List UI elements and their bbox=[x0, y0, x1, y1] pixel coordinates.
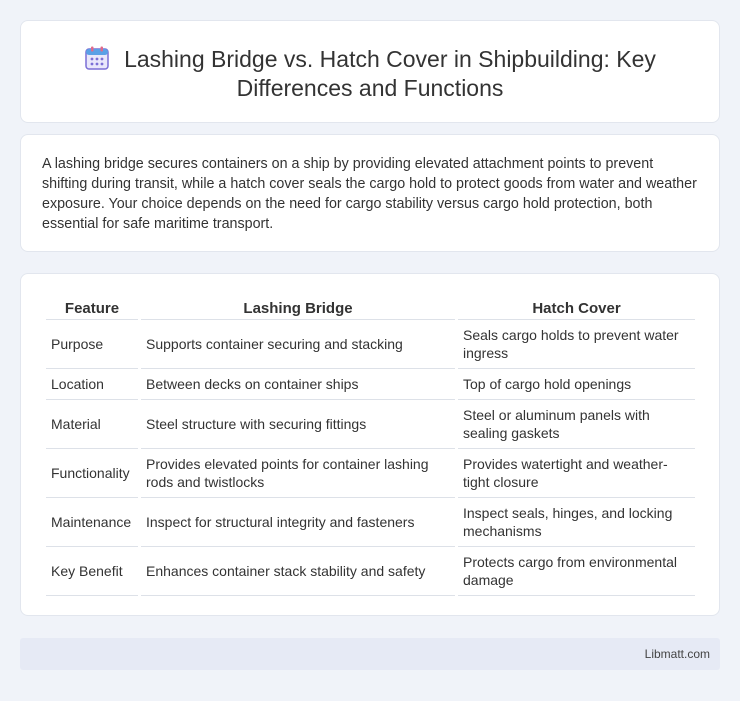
table-row bbox=[46, 449, 695, 498]
comparison-card bbox=[20, 273, 720, 616]
hatch-cover-cell: Protects cargo from environmental damage bbox=[458, 547, 695, 596]
feature-cell: Location bbox=[46, 369, 138, 400]
table-row bbox=[46, 547, 695, 596]
table-header-row bbox=[46, 297, 695, 320]
feature-cell: Material bbox=[46, 400, 138, 449]
calendar-icon bbox=[84, 45, 110, 71]
lashing-bridge-cell: Provides elevated points for container lashing rods and twistlocks bbox=[141, 449, 455, 498]
summary-card bbox=[20, 134, 720, 252]
table-row bbox=[46, 498, 695, 547]
comparison-table bbox=[43, 297, 698, 596]
hatch-cover-cell: Top of cargo hold openings bbox=[458, 369, 695, 400]
header-hatch-cover: Hatch Cover bbox=[458, 297, 695, 320]
header-lashing-bridge: Lashing Bridge bbox=[141, 297, 455, 320]
table-row bbox=[46, 320, 695, 369]
page-title: Lashing Bridge vs. Hatch Cover in Shipbuilding: Key Differences and Functions bbox=[124, 46, 656, 101]
page-title-container bbox=[61, 45, 679, 103]
hatch-cover-cell: Seals cargo holds to prevent water ingress bbox=[458, 320, 695, 369]
title-card bbox=[20, 20, 720, 123]
header-feature: Feature bbox=[46, 297, 138, 320]
feature-cell: Key Benefit bbox=[46, 547, 138, 596]
footer bbox=[20, 638, 720, 670]
hatch-cover-cell: Inspect seals, hinges, and locking mechanisms bbox=[458, 498, 695, 547]
hatch-cover-cell: Steel or aluminum panels with sealing gaskets bbox=[458, 400, 695, 449]
footer-brand-link[interactable]: Libmatt.com bbox=[644, 647, 710, 661]
feature-cell: Purpose bbox=[46, 320, 138, 369]
lashing-bridge-cell: Steel structure with securing fittings bbox=[141, 400, 455, 449]
lashing-bridge-cell: Inspect for structural integrity and fasteners bbox=[141, 498, 455, 547]
lashing-bridge-cell: Supports container securing and stacking bbox=[141, 320, 455, 369]
table-row bbox=[46, 369, 695, 400]
hatch-cover-cell: Provides watertight and weather-tight closure bbox=[458, 449, 695, 498]
table-row bbox=[46, 400, 695, 449]
summary-paragraph: A lashing bridge secures containers on a ship by providing elevated attachment points to prevent shifting during transit, while a hatch cover seals the cargo hold to protect goods from water and weather exposure. Your choice depends on the need for cargo stability versus cargo hold protection, both essential for safe maritime transport. bbox=[42, 156, 697, 232]
lashing-bridge-cell: Enhances container stack stability and safety bbox=[141, 547, 455, 596]
feature-cell: Functionality bbox=[46, 449, 138, 498]
feature-cell: Maintenance bbox=[46, 498, 138, 547]
lashing-bridge-cell: Between decks on container ships bbox=[141, 369, 455, 400]
